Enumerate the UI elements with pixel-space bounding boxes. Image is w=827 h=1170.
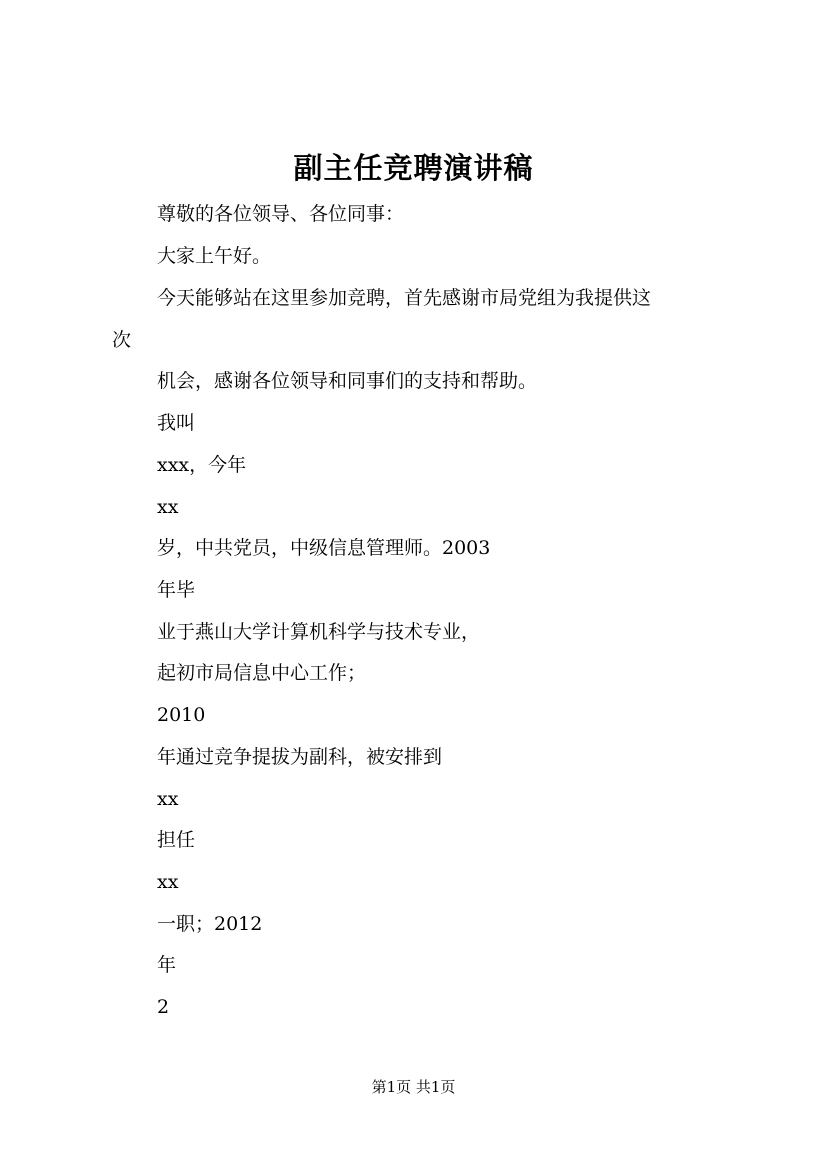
paragraph-line: 2010 — [157, 704, 206, 726]
paragraph-line: xx — [157, 788, 179, 810]
paragraph-line: 岁，中共党员，中级信息管理师。2003 — [157, 537, 491, 559]
paragraph-line: xx — [157, 871, 179, 893]
paragraph-line: 年 — [157, 954, 177, 976]
paragraph-line: 我叫 — [157, 412, 196, 434]
paragraph-line: xxx，今年 — [157, 454, 247, 476]
paragraph-line: 起初市局信息中心工作； — [157, 662, 367, 684]
paragraph-line: 担任 — [157, 829, 196, 851]
paragraph-line: 机会，感谢各位领导和同事们的支持和帮助。 — [157, 370, 538, 392]
paragraph-line: 今天能够站在这里参加竞聘，首先感谢市局党组为我提供这 — [157, 287, 652, 309]
paragraph-line: 尊敬的各位领导、各位同事： — [157, 203, 405, 225]
document-title: 副主任竞聘演讲稿 — [293, 151, 534, 185]
paragraph-line: 2 — [157, 996, 170, 1018]
paragraph-line: 大家上午好。 — [157, 245, 272, 267]
paragraph-line: 一职；2012 — [157, 913, 263, 935]
paragraph-line: 年通过竞争提拔为副科，被安排到 — [157, 746, 443, 768]
page-number-footer: 第1页 共1页 — [371, 1078, 456, 1096]
paragraph-line: 业于燕山大学计算机科学与技术专业， — [157, 621, 481, 643]
paragraph-line: 次 — [112, 329, 132, 351]
paragraph-line: 年毕 — [157, 579, 196, 601]
paragraph-line: xx — [157, 496, 179, 518]
